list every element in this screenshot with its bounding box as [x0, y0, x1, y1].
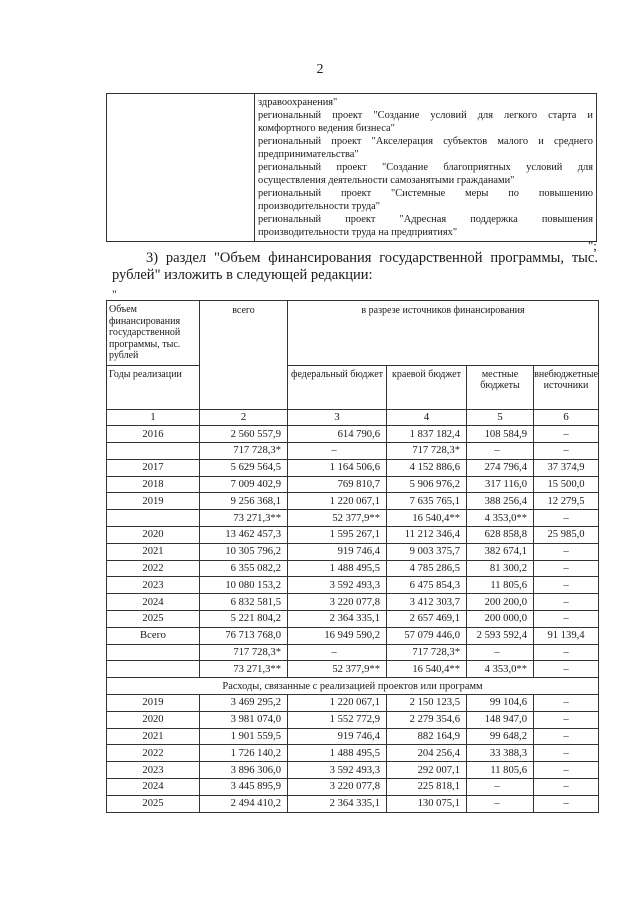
table-row — [107, 611, 599, 628]
project-line: региональный проект "Адресная поддержка повышения производительности труда на предприятиях" — [258, 214, 593, 238]
column-number: 3 — [288, 409, 387, 426]
table-cell — [107, 661, 200, 678]
table-cell: – — [534, 543, 599, 560]
empty-cell — [107, 94, 255, 242]
table-cell: 3 220 077,8 — [288, 779, 387, 796]
table-cell: 388 256,4 — [467, 493, 534, 510]
table-cell: 33 388,3 — [467, 745, 534, 762]
table-row — [107, 493, 599, 510]
table-cell: 25 985,0 — [534, 527, 599, 544]
table-cell: 3 412 303,7 — [387, 594, 467, 611]
table-cell: 2016 — [107, 426, 200, 443]
table-cell: 2024 — [107, 779, 200, 796]
table-cell: 769 810,7 — [288, 476, 387, 493]
table-cell: 1 220 067,1 — [288, 493, 387, 510]
table-cell — [107, 644, 200, 661]
table-cell: 52 377,9** — [288, 510, 387, 527]
table-cell: 2 364 335,1 — [288, 795, 387, 812]
table-row — [107, 779, 599, 796]
table-row — [107, 661, 599, 678]
table-cell: 11 805,6 — [467, 762, 534, 779]
table-cell: 717 728,3* — [200, 443, 288, 460]
table-cell: – — [534, 443, 599, 460]
table-cell: 1 164 506,6 — [288, 459, 387, 476]
table-cell: 108 584,9 — [467, 426, 534, 443]
project-line: региональный проект "Создание условий для легкого старта и комфортного ведения бизнеса" — [258, 110, 593, 134]
table-cell: 3 592 493,3 — [288, 762, 387, 779]
table-cell: 2 364 335,1 — [288, 611, 387, 628]
column-number: 4 — [387, 409, 467, 426]
table-cell: – — [534, 510, 599, 527]
table-cell: 148 947,0 — [467, 711, 534, 728]
closing-quote: "; — [588, 238, 597, 253]
table-cell: 6 355 082,2 — [200, 560, 288, 577]
table-cell: 2 657 469,1 — [387, 611, 467, 628]
page-number: 2 — [316, 62, 324, 77]
table-cell: – — [288, 644, 387, 661]
table-cell: 882 164,9 — [387, 728, 467, 745]
table-cell: 3 445 895,9 — [200, 779, 288, 796]
table-cell: 2 593 592,4 — [467, 627, 534, 644]
column-number: 2 — [200, 409, 288, 426]
table-cell: – — [288, 443, 387, 460]
table-cell: 130 075,1 — [387, 795, 467, 812]
table-cell: 4 353,0** — [467, 510, 534, 527]
table-row — [107, 510, 599, 527]
table-cell: 204 256,4 — [387, 745, 467, 762]
table-cell: 2 150 123,5 — [387, 695, 467, 712]
table-cell: 382 674,1 — [467, 543, 534, 560]
table-cell: – — [534, 577, 599, 594]
table-cell — [107, 510, 200, 527]
table-cell: 1 488 495,5 — [288, 745, 387, 762]
table-cell: 4 785 286,5 — [387, 560, 467, 577]
table-cell: 73 271,3** — [200, 661, 288, 678]
table-cell: 3 981 074,0 — [200, 711, 288, 728]
table-cell: – — [467, 644, 534, 661]
project-list-cell — [255, 94, 597, 242]
table-cell: 1 220 067,1 — [288, 695, 387, 712]
table-cell: 2022 — [107, 560, 200, 577]
table-cell: – — [534, 728, 599, 745]
table-cell: 200 000,0 — [467, 611, 534, 628]
table-cell: 2025 — [107, 795, 200, 812]
table-cell: 11 805,6 — [467, 577, 534, 594]
column-number: 5 — [467, 409, 534, 426]
project-line: региональный проект "Системные меры по повышению производительности труда" — [258, 188, 593, 212]
extra-header: внебюджетные источники — [534, 365, 599, 409]
table-cell: 10 305 796,2 — [200, 543, 288, 560]
table-cell: 2020 — [107, 527, 200, 544]
table-cell: 5 221 804,2 — [200, 611, 288, 628]
table-cell: – — [534, 661, 599, 678]
table-row — [107, 745, 599, 762]
table-cell: – — [534, 745, 599, 762]
column-number: 6 — [534, 409, 599, 426]
table-cell: 2019 — [107, 695, 200, 712]
table-cell: 37 374,9 — [534, 459, 599, 476]
table-cell: 7 635 765,1 — [387, 493, 467, 510]
table-row — [107, 795, 599, 812]
table-cell: 16 540,4** — [387, 510, 467, 527]
table-cell: 614 790,6 — [288, 426, 387, 443]
table-cell: Всего — [107, 627, 200, 644]
table-row — [107, 627, 599, 644]
table-cell: 12 279,5 — [534, 493, 599, 510]
table-cell: 57 079 446,0 — [387, 627, 467, 644]
table-cell: 9 003 375,7 — [387, 543, 467, 560]
table-cell: 1 488 495,5 — [288, 560, 387, 577]
table-row — [107, 527, 599, 544]
table-cell: 2 279 354,6 — [387, 711, 467, 728]
table-cell: 628 858,8 — [467, 527, 534, 544]
table-cell: – — [534, 560, 599, 577]
table-cell: 1 726 140,2 — [200, 745, 288, 762]
table-cell: 2018 — [107, 476, 200, 493]
table-cell: 7 009 402,9 — [200, 476, 288, 493]
table-row — [107, 476, 599, 493]
column-numbers-row — [107, 409, 599, 426]
table-cell: 5 906 976,2 — [387, 476, 467, 493]
project-list-table — [106, 93, 597, 242]
column-number: 1 — [107, 409, 200, 426]
table-cell: 9 256 368,1 — [200, 493, 288, 510]
local-header: местные бюджеты — [467, 365, 534, 409]
intro-paragraph: 3) раздел "Объем финансирования государственной программы, тыс. рублей" изложить в следующей редакции: — [112, 250, 598, 283]
project-line: региональный проект "Создание благоприятных условий для осуществления деятельности самозанятыми гражданами" — [258, 162, 593, 186]
years-header: Годы реализации — [107, 365, 200, 409]
table-row — [107, 426, 599, 443]
table-cell: 2025 — [107, 611, 200, 628]
table-cell: 6 475 854,3 — [387, 577, 467, 594]
table-cell: 73 271,3** — [200, 510, 288, 527]
table-row — [107, 711, 599, 728]
table-cell: 4 353,0** — [467, 661, 534, 678]
table-cell: – — [534, 644, 599, 661]
table-row — [107, 577, 599, 594]
table-cell: 99 104,6 — [467, 695, 534, 712]
table-cell: 16 949 590,2 — [288, 627, 387, 644]
table-cell: – — [467, 779, 534, 796]
table-cell: 2022 — [107, 745, 200, 762]
table-cell: – — [467, 795, 534, 812]
table-cell: 2023 — [107, 762, 200, 779]
table-cell: 11 212 346,4 — [387, 527, 467, 544]
table-cell: 2023 — [107, 577, 200, 594]
regional-header: краевой бюджет — [387, 365, 467, 409]
table-cell: – — [467, 443, 534, 460]
table-cell: – — [534, 779, 599, 796]
table-cell: – — [534, 795, 599, 812]
table-row — [107, 594, 599, 611]
total-header: всего — [200, 301, 288, 410]
table-cell: 2 560 557,9 — [200, 426, 288, 443]
table-cell: 717 728,3* — [387, 443, 467, 460]
table-cell: 4 152 886,6 — [387, 459, 467, 476]
table-cell: 317 116,0 — [467, 476, 534, 493]
table-cell: 3 592 493,3 — [288, 577, 387, 594]
table-cell: 2 494 410,2 — [200, 795, 288, 812]
table-cell: 15 500,0 — [534, 476, 599, 493]
table-row — [107, 695, 599, 712]
table-cell: 919 746,4 — [288, 728, 387, 745]
table-cell: 2024 — [107, 594, 200, 611]
table-row — [107, 762, 599, 779]
table-cell: 225 818,1 — [387, 779, 467, 796]
table-cell: 81 300,2 — [467, 560, 534, 577]
table-cell: 200 200,0 — [467, 594, 534, 611]
table-cell: 10 080 153,2 — [200, 577, 288, 594]
table-cell: 3 896 306,0 — [200, 762, 288, 779]
table-cell: 2017 — [107, 459, 200, 476]
table-cell: 91 139,4 — [534, 627, 599, 644]
table-cell: – — [534, 594, 599, 611]
table-cell: – — [534, 695, 599, 712]
table-cell: 1 552 772,9 — [288, 711, 387, 728]
open-quote: " — [112, 287, 117, 301]
table-row — [107, 459, 599, 476]
financing-table — [106, 300, 599, 813]
table-cell: 1 901 559,5 — [200, 728, 288, 745]
table-cell: 1 595 267,1 — [288, 527, 387, 544]
table-cell: 1 837 182,4 — [387, 426, 467, 443]
table-row — [107, 728, 599, 745]
table-row — [107, 543, 599, 560]
section-title: Расходы, связанные с реализацией проектов или программ — [107, 678, 599, 695]
table-cell: 16 540,4** — [387, 661, 467, 678]
sources-header: в разрезе источников финансирования — [288, 301, 599, 366]
table-cell: 292 007,1 — [387, 762, 467, 779]
table-cell: 3 469 295,2 — [200, 695, 288, 712]
project-line: региональный проект "Акселерация субъектов малого и среднего предпринимательства" — [258, 136, 593, 160]
table-row — [107, 443, 599, 460]
table-cell: 5 629 564,5 — [200, 459, 288, 476]
table-cell: 2021 — [107, 728, 200, 745]
table-cell: 6 832 581,5 — [200, 594, 288, 611]
federal-header: федеральный бюджет — [288, 365, 387, 409]
project-line: здравоохранения" — [258, 97, 338, 108]
table-cell: – — [534, 611, 599, 628]
table-cell: 76 713 768,0 — [200, 627, 288, 644]
table-cell: 99 648,2 — [467, 728, 534, 745]
table-cell: 2021 — [107, 543, 200, 560]
table-cell: – — [534, 426, 599, 443]
table-row — [107, 560, 599, 577]
table-cell: – — [534, 711, 599, 728]
table-cell: – — [534, 762, 599, 779]
table-cell: 2019 — [107, 493, 200, 510]
volume-header: Объем финансирования государственной программы, тыс. рублей — [107, 301, 200, 366]
table-cell: 274 796,4 — [467, 459, 534, 476]
table-cell: 13 462 457,3 — [200, 527, 288, 544]
table-cell: 2020 — [107, 711, 200, 728]
table-cell: 919 746,4 — [288, 543, 387, 560]
table-cell: 3 220 077,8 — [288, 594, 387, 611]
table-row — [107, 644, 599, 661]
table-cell: 717 728,3* — [387, 644, 467, 661]
table-cell — [107, 443, 200, 460]
table-cell: 52 377,9** — [288, 661, 387, 678]
table-cell: 717 728,3* — [200, 644, 288, 661]
